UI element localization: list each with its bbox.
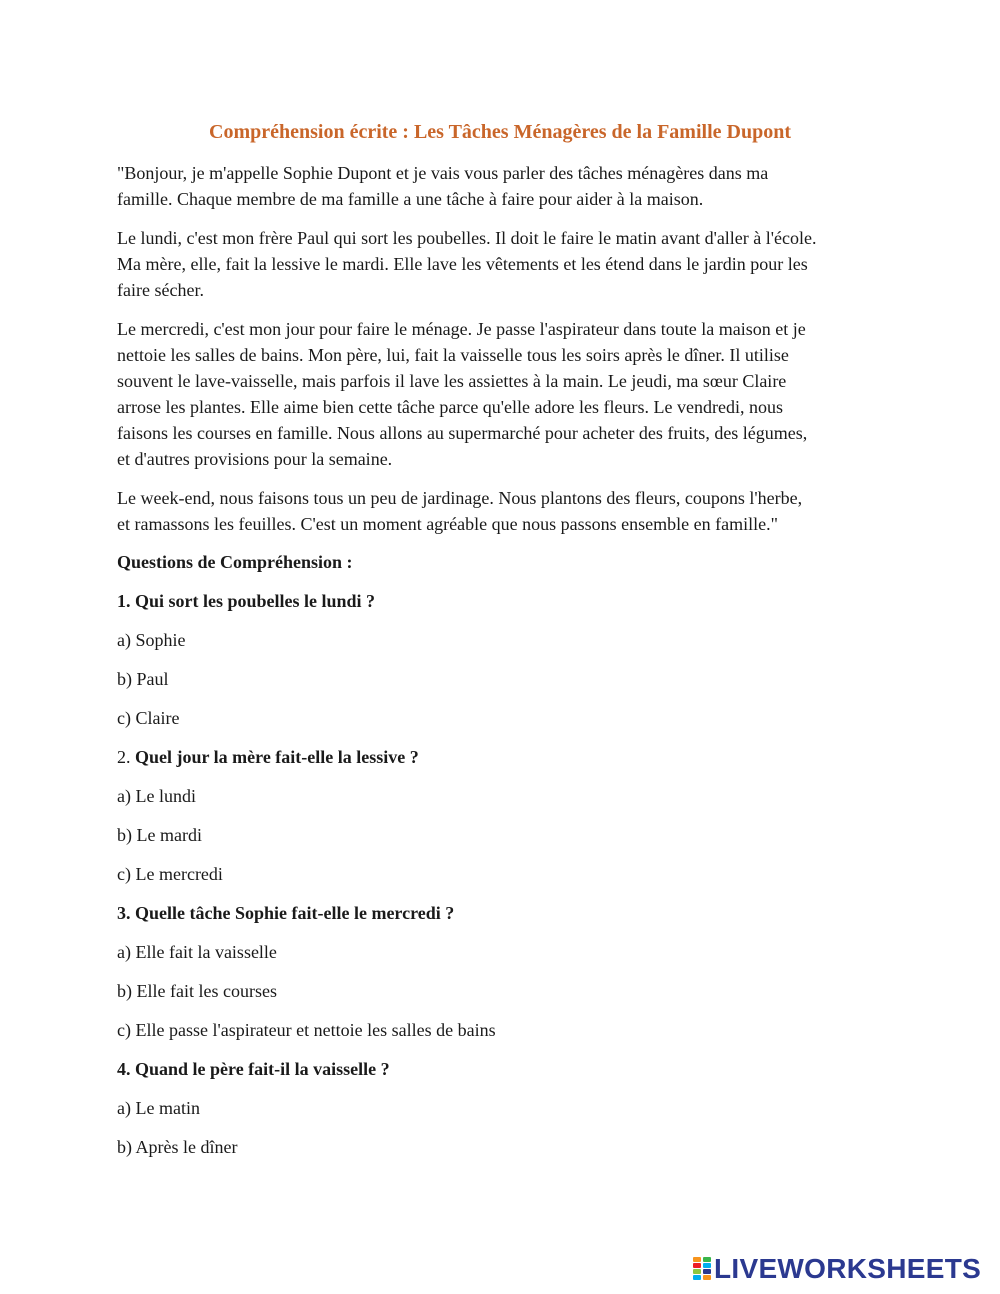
question-text: Quelle tâche Sophie fait-elle le mercredi ? (135, 903, 455, 923)
paragraph-line: Ma mère, elle, fait la lessive le mardi. Elle lave les vêtements et les étend dans le jardin pour les (117, 254, 808, 274)
option-3c: c) Elle passe l'aspirateur et nettoie les salles de bains (117, 1020, 496, 1040)
paragraph-line: faire sécher. (117, 280, 204, 300)
paragraph-line: famille. Chaque membre de ma famille a une tâche à faire pour aider à la maison. (117, 189, 704, 209)
paragraph-line: Le lundi, c'est mon frère Paul qui sort les poubelles. Il doit le faire le matin avant d'aller à l'école. (117, 228, 817, 248)
question-text: Quel jour la mère fait-elle la lessive ? (135, 747, 419, 767)
question-4 (117, 1057, 390, 1081)
liveworksheets-logo-icon (692, 1256, 712, 1282)
paragraph-line: Le mercredi, c'est mon jour pour faire le ménage. Je passe l'aspirateur dans toute la maison et je (117, 319, 806, 339)
option-4b: b) Après le dîner (117, 1137, 238, 1157)
paragraph-weekend (117, 485, 887, 537)
question-number: 2. (117, 747, 135, 767)
liveworksheets-logo-text: LIVEWORKSHEETS (714, 1253, 982, 1284)
question-text: Quand le père fait-il la vaisselle ? (135, 1059, 390, 1079)
paragraph-line: et d'autres provisions pour la semaine. (117, 449, 393, 469)
question-number: 1. (117, 591, 135, 611)
paragraph-midweek (117, 316, 887, 472)
option-3b: b) Elle fait les courses (117, 981, 277, 1001)
questions-heading: Questions de Compréhension : (117, 552, 353, 572)
paragraph-monday-tuesday (117, 225, 887, 303)
liveworksheets-logo (692, 1254, 981, 1284)
paragraph-line: faisons les courses en famille. Nous allons au supermarché pour acheter des fruits, des légumes, (117, 423, 808, 443)
question-3 (117, 901, 454, 925)
option-4a: a) Le matin (117, 1098, 200, 1118)
paragraph-line: nettoie les salles de bains. Mon père, lui, fait la vaisselle tous les soirs après le dîner. Il utilise (117, 345, 789, 365)
question-2 (117, 745, 419, 769)
question-1 (117, 589, 375, 613)
paragraph-line: arrose les plantes. Elle aime bien cette tâche parce qu'elle adore les fleurs. Le vendredi, nous (117, 397, 783, 417)
paragraph-intro (117, 160, 887, 212)
question-number: 3. (117, 903, 135, 923)
option-1a: a) Sophie (117, 630, 186, 650)
question-number: 4. (117, 1059, 135, 1079)
question-text: Qui sort les poubelles le lundi ? (135, 591, 376, 611)
option-2c: c) Le mercredi (117, 864, 223, 884)
option-1c: c) Claire (117, 708, 180, 728)
option-3a: a) Elle fait la vaisselle (117, 942, 277, 962)
option-1b: b) Paul (117, 669, 169, 689)
option-2a: a) Le lundi (117, 786, 196, 806)
paragraph-line: Le week-end, nous faisons tous un peu de jardinage. Nous plantons des fleurs, coupons l'herbe, (117, 488, 803, 508)
paragraph-line: souvent le lave-vaisselle, mais parfois il lave les assiettes à la main. Le jeudi, ma sœur Claire (117, 371, 787, 391)
page-title: Compréhension écrite : Les Tâches Ménagères de la Famille Dupont (209, 121, 791, 143)
paragraph-line: et ramassons les feuilles. C'est un moment agréable que nous passons ensemble en famille." (117, 514, 778, 534)
paragraph-line: "Bonjour, je m'appelle Sophie Dupont et je vais vous parler des tâches ménagères dans ma (117, 163, 769, 183)
option-2b: b) Le mardi (117, 825, 202, 845)
